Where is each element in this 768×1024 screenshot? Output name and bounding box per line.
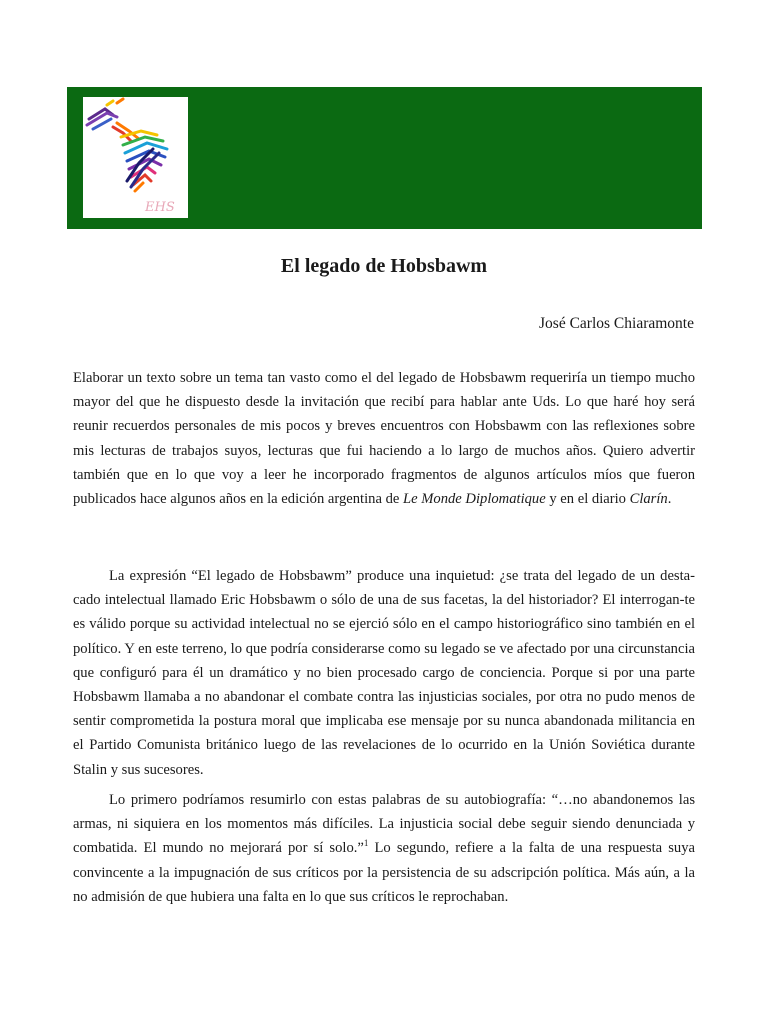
p3-text-a: Lo primero podríamos resumirlo con estas palabras de su autobiografía: “…no abandonemos las armas, ni siquiera en los momentos más difíciles. La injusticia social debe seguir siendo denunciada y combatida. El mundo no mejorará por sí solo.” — [73, 792, 695, 857]
document-title: El legado de Hobsbawm — [280, 255, 488, 277]
p1-text-b: y en el diario — [545, 491, 630, 508]
logo-text: EHS — [145, 200, 175, 215]
p1-italic-clarin: Clarín — [629, 491, 668, 508]
footnote-marker[interactable]: 1 — [363, 838, 369, 849]
p3-text-b: Lo segundo, refiere a la falta de una respuesta suya convincente a la impugnación de sus críticos por la persistencia de su adscripción política. Más aún, a la no admisión de que hubiera una falta en lo que sus críticos le reprochaban. — [73, 840, 695, 905]
logo-map-icon — [83, 97, 188, 218]
paragraph-2: La expresión “El legado de Hobsbawm” produce una inquietud: ¿se trata del legado de un desta-cado intelectual llamado Eric Hobsbawm o sólo de una de sus facetas, la del historiador? El interrogan-te es válido porque su actividad intelectual no se ejerció sólo en el campo historiográfico sino también en el político. Y en este terreno, lo que podría considerarse como su legado se ve afectado por una circunstancia que configuró para él un dramático y no bien procesado cargo de conciencia. Porque si por una parte Hobsbawm llamaba a no abandonar el combate contra las injusticias sociales, por otra no pudo menos de sentir comprometida la postura moral que implicaba ese mensaje por su nunca abandonada militancia en el Partido Comunista británico luego de las revelaciones de lo ocurrido en la Unión Soviética durante Stalin y sus sucesores. — [73, 568, 695, 778]
p1-text-a: Elaborar un texto sobre un tema tan vasto como el del legado de Hobsbawm requeriría un tiempo mucho mayor del que he dispuesto desde la invitación que recibí para hablar ante Uds. Lo que haré hoy será reunir recuerdos personales de mis pocos y breves encuentros con Hobsbawm con las reflexiones sobre mis lecturas de trabajos suyos, lecturas que fui haciendo a lo largo de muchos años. Quiero advertir también que en lo que voy a leer he incorporado fragmentos de algunos artículos míos que fueron publicados hace algunos años en la edición argentina de — [73, 370, 695, 508]
p1-italic-monde: Le Monde Diplomatique — [403, 491, 546, 508]
p1-text-c: . — [667, 491, 672, 508]
paragraph-1 — [73, 366, 695, 511]
paragraph-3 — [73, 788, 695, 909]
logo — [83, 97, 188, 218]
document-author: José Carlos Chiaramonte — [539, 315, 694, 332]
header-banner — [67, 87, 702, 229]
